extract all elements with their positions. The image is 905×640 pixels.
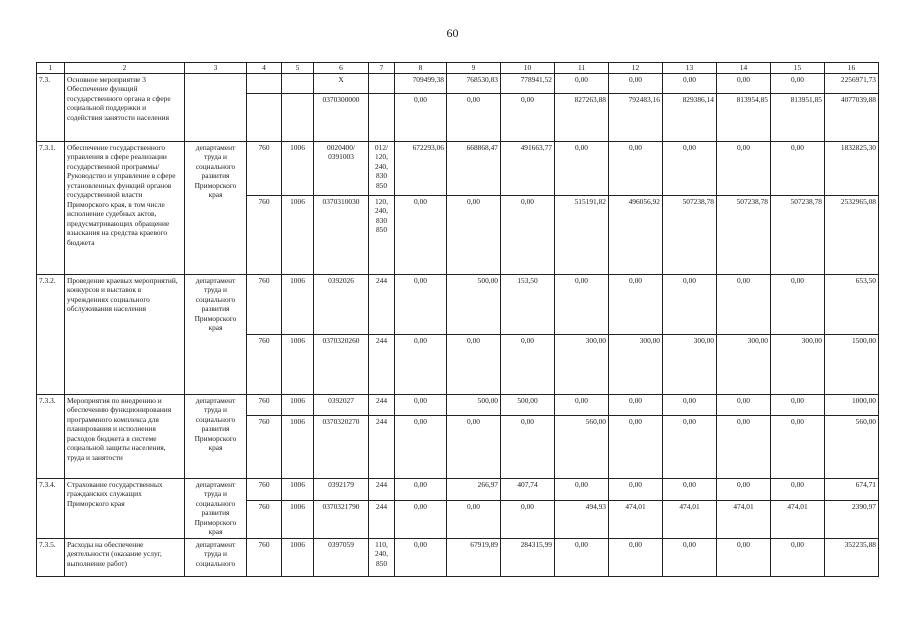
cell-target-code: 0392027	[314, 395, 369, 416]
cell-value: 500,00	[447, 275, 501, 335]
cell-value: 0,00	[771, 74, 825, 94]
budget-table	[36, 62, 879, 577]
table-row	[37, 275, 879, 335]
cell-ministry: 760	[247, 539, 282, 577]
cell-value: 0,00	[609, 479, 663, 501]
cell-value: 0,00	[771, 416, 825, 479]
cell-total: 2256971,73	[825, 74, 879, 94]
col-header: 12	[609, 63, 663, 74]
cell-value: 0,00	[555, 142, 609, 196]
cell-value: 0,00	[771, 275, 825, 335]
cell-value: 792483,16	[609, 94, 663, 142]
cell-ministry: 760	[247, 501, 282, 539]
cell-value: 474,01	[717, 501, 771, 539]
table-row	[37, 142, 879, 196]
cell-value: 0,00	[555, 395, 609, 416]
cell-value: 0,00	[501, 335, 555, 395]
cell-total: 4077039,88	[825, 94, 879, 142]
cell-value: 0,00	[395, 479, 447, 501]
cell-ministry: 760	[247, 416, 282, 479]
col-header: 11	[555, 63, 609, 74]
row-number: 7.3.5.	[37, 539, 65, 577]
cell-target-code: 0020400/ 0391003	[314, 142, 369, 196]
col-header: 2	[65, 63, 185, 74]
cell-value: 0,00	[555, 539, 609, 577]
cell-target-code: 0370300000	[314, 94, 369, 142]
cell-value: 500,00	[447, 395, 501, 416]
cell-ministry	[247, 74, 282, 94]
cell-ministry: 760	[247, 196, 282, 275]
cell-value: 0,00	[663, 74, 717, 94]
cell-value: 668868,47	[447, 142, 501, 196]
cell-value: 300,00	[609, 335, 663, 395]
cell-total: 1832825,30	[825, 142, 879, 196]
cell-value: 0,00	[501, 196, 555, 275]
cell-expense-type	[369, 74, 395, 94]
cell-expense-type: 244	[369, 335, 395, 395]
cell-value: 0,00	[771, 395, 825, 416]
cell-section: 1006	[282, 335, 314, 395]
cell-value: 266,97	[447, 479, 501, 501]
cell-expense-type: 244	[369, 275, 395, 335]
cell-value: 0,00	[609, 416, 663, 479]
cell-value: 491663,77	[501, 142, 555, 196]
cell-value: 0,00	[447, 501, 501, 539]
cell-target-code: 0392026	[314, 275, 369, 335]
cell-value: 0,00	[663, 395, 717, 416]
cell-value: 407,74	[501, 479, 555, 501]
cell-value: 496056,92	[609, 196, 663, 275]
cell-ministry: 760	[247, 395, 282, 416]
cell-value: 0,00	[717, 416, 771, 479]
cell-value: 0,00	[395, 539, 447, 577]
cell-expense-type: 244	[369, 501, 395, 539]
cell-value: 672293,06	[395, 142, 447, 196]
row-name: Мероприятия по внедрению и обеспечению функционирования программного комплекса для планирования и исполнения расходов бюджета в системе социальной защиты населения, труда и занятости	[65, 395, 185, 479]
col-header: 6	[314, 63, 369, 74]
cell-value: 0,00	[663, 479, 717, 501]
cell-total: 2532965,08	[825, 196, 879, 275]
cell-section: 1006	[282, 142, 314, 196]
cell-value: 0,00	[663, 275, 717, 335]
col-header: 4	[247, 63, 282, 74]
cell-value: 507238,78	[663, 196, 717, 275]
cell-value: 0,00	[501, 501, 555, 539]
header-row	[37, 63, 879, 74]
row-name: Расходы на обеспечение деятельности (оказание услуг, выполнение работ)	[65, 539, 185, 577]
cell-section: 1006	[282, 275, 314, 335]
cell-value: 0,00	[717, 74, 771, 94]
cell-value: 0,00	[447, 94, 501, 142]
table-row	[37, 74, 879, 94]
cell-value: 0,00	[609, 275, 663, 335]
cell-ministry	[247, 94, 282, 142]
cell-value: 560,00	[555, 416, 609, 479]
cell-total: 560,00	[825, 416, 879, 479]
cell-value: 0,00	[771, 479, 825, 501]
row-executor: департамент труда и социального развития Приморского края	[185, 142, 247, 275]
cell-value: 0,00	[663, 539, 717, 577]
row-number: 7.3.2.	[37, 275, 65, 395]
row-number: 7.3.3.	[37, 395, 65, 479]
col-header: 5	[282, 63, 314, 74]
cell-value: 300,00	[663, 335, 717, 395]
cell-value: 0,00	[395, 335, 447, 395]
cell-value: 474,01	[609, 501, 663, 539]
col-header: 15	[771, 63, 825, 74]
cell-value: 300,00	[771, 335, 825, 395]
cell-ministry: 760	[247, 142, 282, 196]
cell-target-code: 0370320260	[314, 335, 369, 395]
cell-value: 0,00	[771, 539, 825, 577]
cell-target-code: 0392179	[314, 479, 369, 501]
row-name: Основное мероприятие 3 Обеспечение функций государственного органа в сфере социальной поддержки и содействия занятости населения	[65, 74, 185, 142]
cell-target-code: 0370310030	[314, 196, 369, 275]
cell-value: 768530,83	[447, 74, 501, 94]
cell-target-code: 0397059	[314, 539, 369, 577]
row-number: 7.3.1.	[37, 142, 65, 275]
row-executor: департамент труда и социального развития Приморского края	[185, 395, 247, 479]
cell-value: 0,00	[609, 395, 663, 416]
cell-expense-type: 110, 240, 850	[369, 539, 395, 577]
table-row	[37, 539, 879, 577]
cell-total: 674,71	[825, 479, 879, 501]
cell-value: 709499,38	[395, 74, 447, 94]
row-executor: департамент труда и социального	[185, 539, 247, 577]
cell-value: 284315,99	[501, 539, 555, 577]
cell-expense-type	[369, 94, 395, 142]
cell-value: 0,00	[395, 416, 447, 479]
col-header: 7	[369, 63, 395, 74]
cell-value: 474,01	[663, 501, 717, 539]
cell-value: 0,00	[395, 395, 447, 416]
row-executor: департамент труда и социального развития Приморского края	[185, 479, 247, 539]
cell-value: 0,00	[663, 142, 717, 196]
cell-section	[282, 94, 314, 142]
cell-ministry: 760	[247, 335, 282, 395]
row-name: Страхование государственных гражданских служащих Приморского края	[65, 479, 185, 539]
cell-value: 813951,85	[771, 94, 825, 142]
cell-section: 1006	[282, 416, 314, 479]
cell-value: 0,00	[663, 416, 717, 479]
col-header: 13	[663, 63, 717, 74]
cell-value: 0,00	[609, 74, 663, 94]
cell-target-code: Х	[314, 74, 369, 94]
cell-expense-type: 012/ 120, 240, 830 850	[369, 142, 395, 196]
col-header: 3	[185, 63, 247, 74]
table-row	[37, 479, 879, 501]
row-executor	[185, 74, 247, 142]
cell-value: 507238,78	[771, 196, 825, 275]
cell-value: 507238,78	[717, 196, 771, 275]
cell-value: 515191,82	[555, 196, 609, 275]
page-number: 60	[446, 26, 459, 40]
cell-value: 0,00	[717, 275, 771, 335]
row-number: 7.3.	[37, 74, 65, 142]
cell-expense-type: 120, 240, 830 850	[369, 196, 395, 275]
cell-value: 0,00	[501, 94, 555, 142]
col-header: 10	[501, 63, 555, 74]
cell-value: 0,00	[395, 94, 447, 142]
cell-value: 0,00	[447, 416, 501, 479]
cell-expense-type: 244	[369, 479, 395, 501]
cell-value: 500,00	[501, 395, 555, 416]
cell-value: 0,00	[609, 142, 663, 196]
col-header: 1	[37, 63, 65, 74]
cell-value: 300,00	[717, 335, 771, 395]
col-header: 9	[447, 63, 501, 74]
cell-target-code: 0370320270	[314, 416, 369, 479]
cell-total: 352235,88	[825, 539, 879, 577]
cell-section	[282, 74, 314, 94]
cell-value: 0,00	[609, 539, 663, 577]
cell-total: 1500,00	[825, 335, 879, 395]
col-header: 14	[717, 63, 771, 74]
row-number: 7.3.4.	[37, 479, 65, 539]
row-name: Обеспечение государственного управления в сфере реализации государственной программы/ Руководство и управление в сфере установленных функций органов государственной власти Приморского края, в том числе исполнение судебных актов, предусматривающих обращение взыскания на средства краевого бюджета	[65, 142, 185, 275]
cell-section: 1006	[282, 196, 314, 275]
cell-value: 813954,85	[717, 94, 771, 142]
cell-section: 1006	[282, 479, 314, 501]
cell-value: 300,00	[555, 335, 609, 395]
cell-value: 474,01	[771, 501, 825, 539]
col-header: 8	[395, 63, 447, 74]
cell-value: 0,00	[771, 142, 825, 196]
cell-section: 1006	[282, 501, 314, 539]
cell-expense-type: 244	[369, 416, 395, 479]
cell-value: 0,00	[717, 479, 771, 501]
cell-value: 0,00	[395, 196, 447, 275]
cell-total: 1000,00	[825, 395, 879, 416]
row-name: Проведение краевых мероприятий, конкурсов и выставок в учреждениях социального обслуживания населения	[65, 275, 185, 395]
cell-value: 0,00	[555, 479, 609, 501]
cell-value: 0,00	[447, 335, 501, 395]
cell-value: 0,00	[717, 395, 771, 416]
cell-value: 0,00	[717, 539, 771, 577]
cell-total: 653,50	[825, 275, 879, 335]
cell-value: 0,00	[555, 275, 609, 335]
row-executor: департамент труда и социального развития Приморского края	[185, 275, 247, 395]
cell-value: 0,00	[555, 74, 609, 94]
cell-value: 0,00	[501, 416, 555, 479]
cell-value: 827263,88	[555, 94, 609, 142]
cell-value: 829386,14	[663, 94, 717, 142]
cell-expense-type: 244	[369, 395, 395, 416]
cell-value: 0,00	[395, 501, 447, 539]
cell-target-code: 0370321790	[314, 501, 369, 539]
cell-value: 0,00	[717, 142, 771, 196]
table-row	[37, 395, 879, 416]
cell-ministry: 760	[247, 275, 282, 335]
cell-total: 2390,97	[825, 501, 879, 539]
cell-value: 153,50	[501, 275, 555, 335]
cell-value: 778941,52	[501, 74, 555, 94]
cell-ministry: 760	[247, 479, 282, 501]
cell-value: 67919,89	[447, 539, 501, 577]
cell-value: 494,93	[555, 501, 609, 539]
cell-section: 1006	[282, 539, 314, 577]
cell-value: 0,00	[395, 275, 447, 335]
cell-value: 0,00	[447, 196, 501, 275]
col-header: 16	[825, 63, 879, 74]
cell-section: 1006	[282, 395, 314, 416]
